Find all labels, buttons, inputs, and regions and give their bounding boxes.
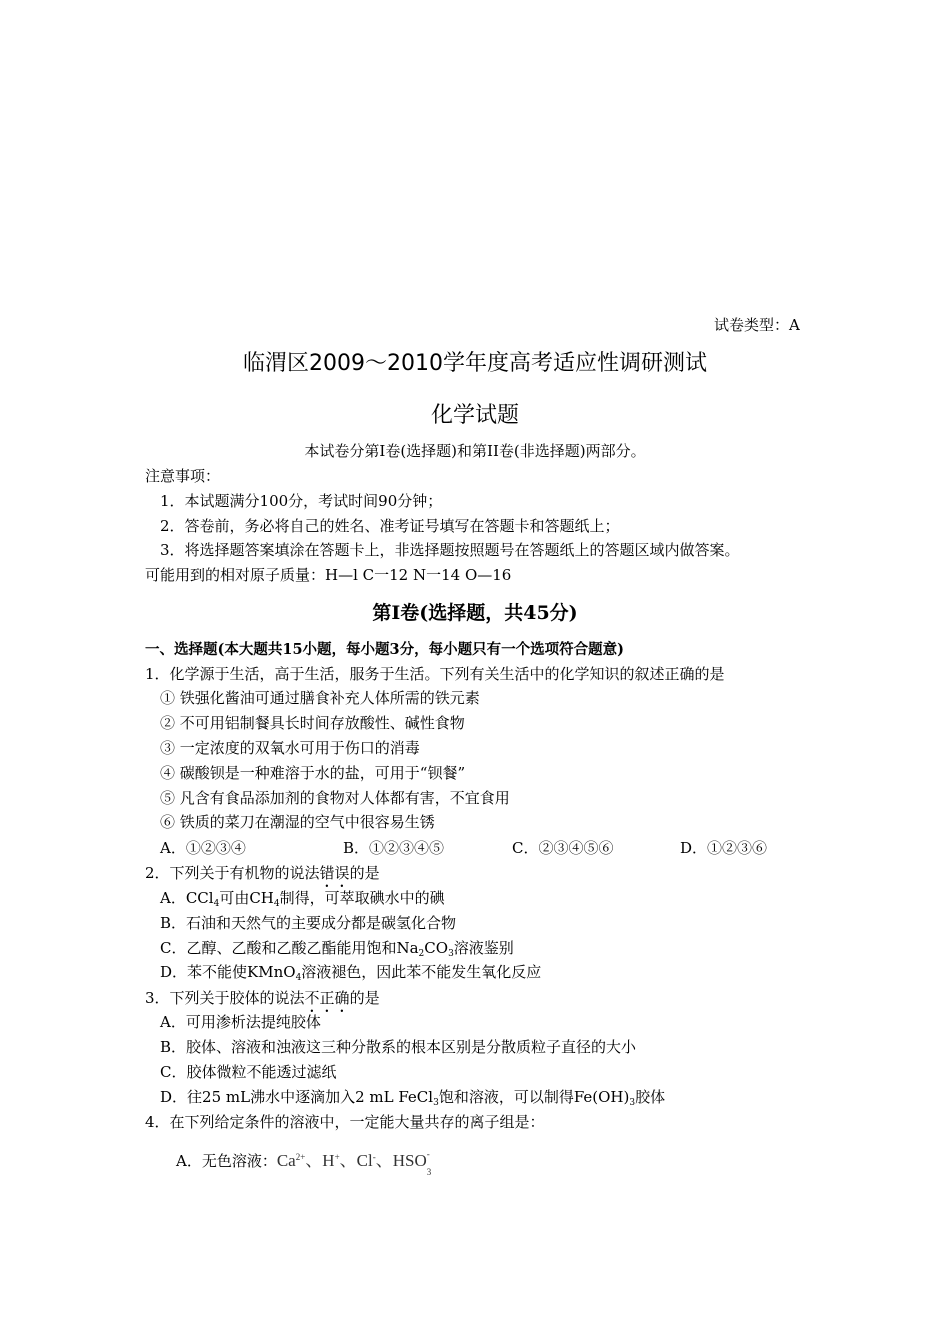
section-instruction: 一、选择题(本大题共15小题，每小题3分，每小题只有一个选项符合题意) (145, 641, 624, 658)
q1-statement: ④ 碳酸钡是一种难溶于水的盐，可用于“钡餐” (160, 764, 466, 782)
q2-option-a: A．CCl$_4$可由$CH_4$制得，可萃取碘水中的碘 (160, 889, 445, 909)
q3-option-b: B．胶体、溶液和浊液这三种分散系的根本区别是分散质粒子直径的大小 (160, 1038, 637, 1056)
note-item: 1．本试题满分100分，考试时间90分钟； (160, 492, 443, 510)
q1-statement: ⑤ 凡含有食品添加剂的食物对人体都有害，不宜食用 (160, 789, 510, 807)
note-item: 2．答卷前，务必将自己的姓名、准考证号填写在答题卡和答题纸上； (160, 517, 620, 535)
q1-statement: ⑥ 铁质的菜刀在潮湿的空气中很容易生锈 (160, 813, 435, 831)
question-1-stem: 1．化学源于生活，高于生活，服务于生活。下列有关生活中的化学知识的叙述正确的是 (145, 665, 725, 683)
q3-option-c: C．胶体微粒不能透过滤纸 (160, 1063, 337, 1081)
q2-option-b: B．石油和天然气的主要成分都是碳氢化合物 (160, 914, 457, 932)
q3-option-d: D．往25 mL沸水中逐滴加入2 mL FeCl$_3$饱和溶液，可以制得$Fe(OH)_3$胶体 (160, 1088, 666, 1108)
note-item: 3．将选择题答案填涂在答题卡上，非选择题按照题号在答题纸上的答题区域内做答案。 (160, 541, 740, 559)
paper-type-label: 试卷类型：A (714, 316, 800, 334)
section-title: 第I卷(选择题，共45分) (372, 602, 578, 624)
q4-option-a: A．无色溶液：$Ca^{2+}$、H+、Cl-、HSO - 3 (176, 1146, 434, 1171)
emphasis-text: 不正确 (304, 989, 350, 1007)
q1-option-a: A．①②③④ (160, 839, 246, 857)
q2-option-c: C．乙醇、乙酸和乙酸乙酯能用饱和$Na_2CO_3$溶液鉴别 (160, 939, 514, 959)
q3-option-a: A．可用渗析法提纯胶体 (160, 1013, 321, 1031)
emphasis-text: 错误 (319, 864, 350, 882)
question-4-stem: 4．在下列给定条件的溶液中，一定能大量共存的离子组是： (145, 1113, 545, 1131)
ion-list: $Ca^{2+}$、H+、Cl-、HSO - 3 (276, 1149, 432, 1177)
question-3-stem: 3．下列关于胶体的说法不正确的是 (145, 989, 380, 1007)
q1-statement: ② 不可用铝制餐具长时间存放酸性、碱性食物 (160, 714, 465, 732)
subject-title: 化学试题 (430, 403, 519, 428)
atomic-mass-line: 可能用到的相对原子质量：H—l C一12 N一14 O—16 (145, 566, 512, 584)
q1-option-d: D．①②③⑥ (680, 839, 768, 857)
q1-option-c: C．②③④⑤⑥ (512, 839, 614, 857)
notes-heading: 注意事项： (145, 467, 221, 485)
exam-intro: 本试卷分第I卷(选择题)和第II卷(非选择题)两部分。 (304, 442, 646, 460)
q2-option-d: D．苯不能使KMnO$_4$溶液褪色，因此苯不能发生氧化反应 (160, 963, 542, 983)
question-2-stem: 2．下列关于有机物的说法错误的是 (145, 864, 380, 882)
q1-statement: ③ 一定浓度的双氧水可用于伤口的消毒 (160, 739, 420, 757)
exam-title: 临渭区2009～2010学年度高考适应性调研测试 (243, 351, 707, 376)
q1-option-b: B．①②③④⑤ (343, 839, 445, 857)
q1-statement: ① 铁强化酱油可通过膳食补充人体所需的铁元素 (160, 689, 480, 707)
